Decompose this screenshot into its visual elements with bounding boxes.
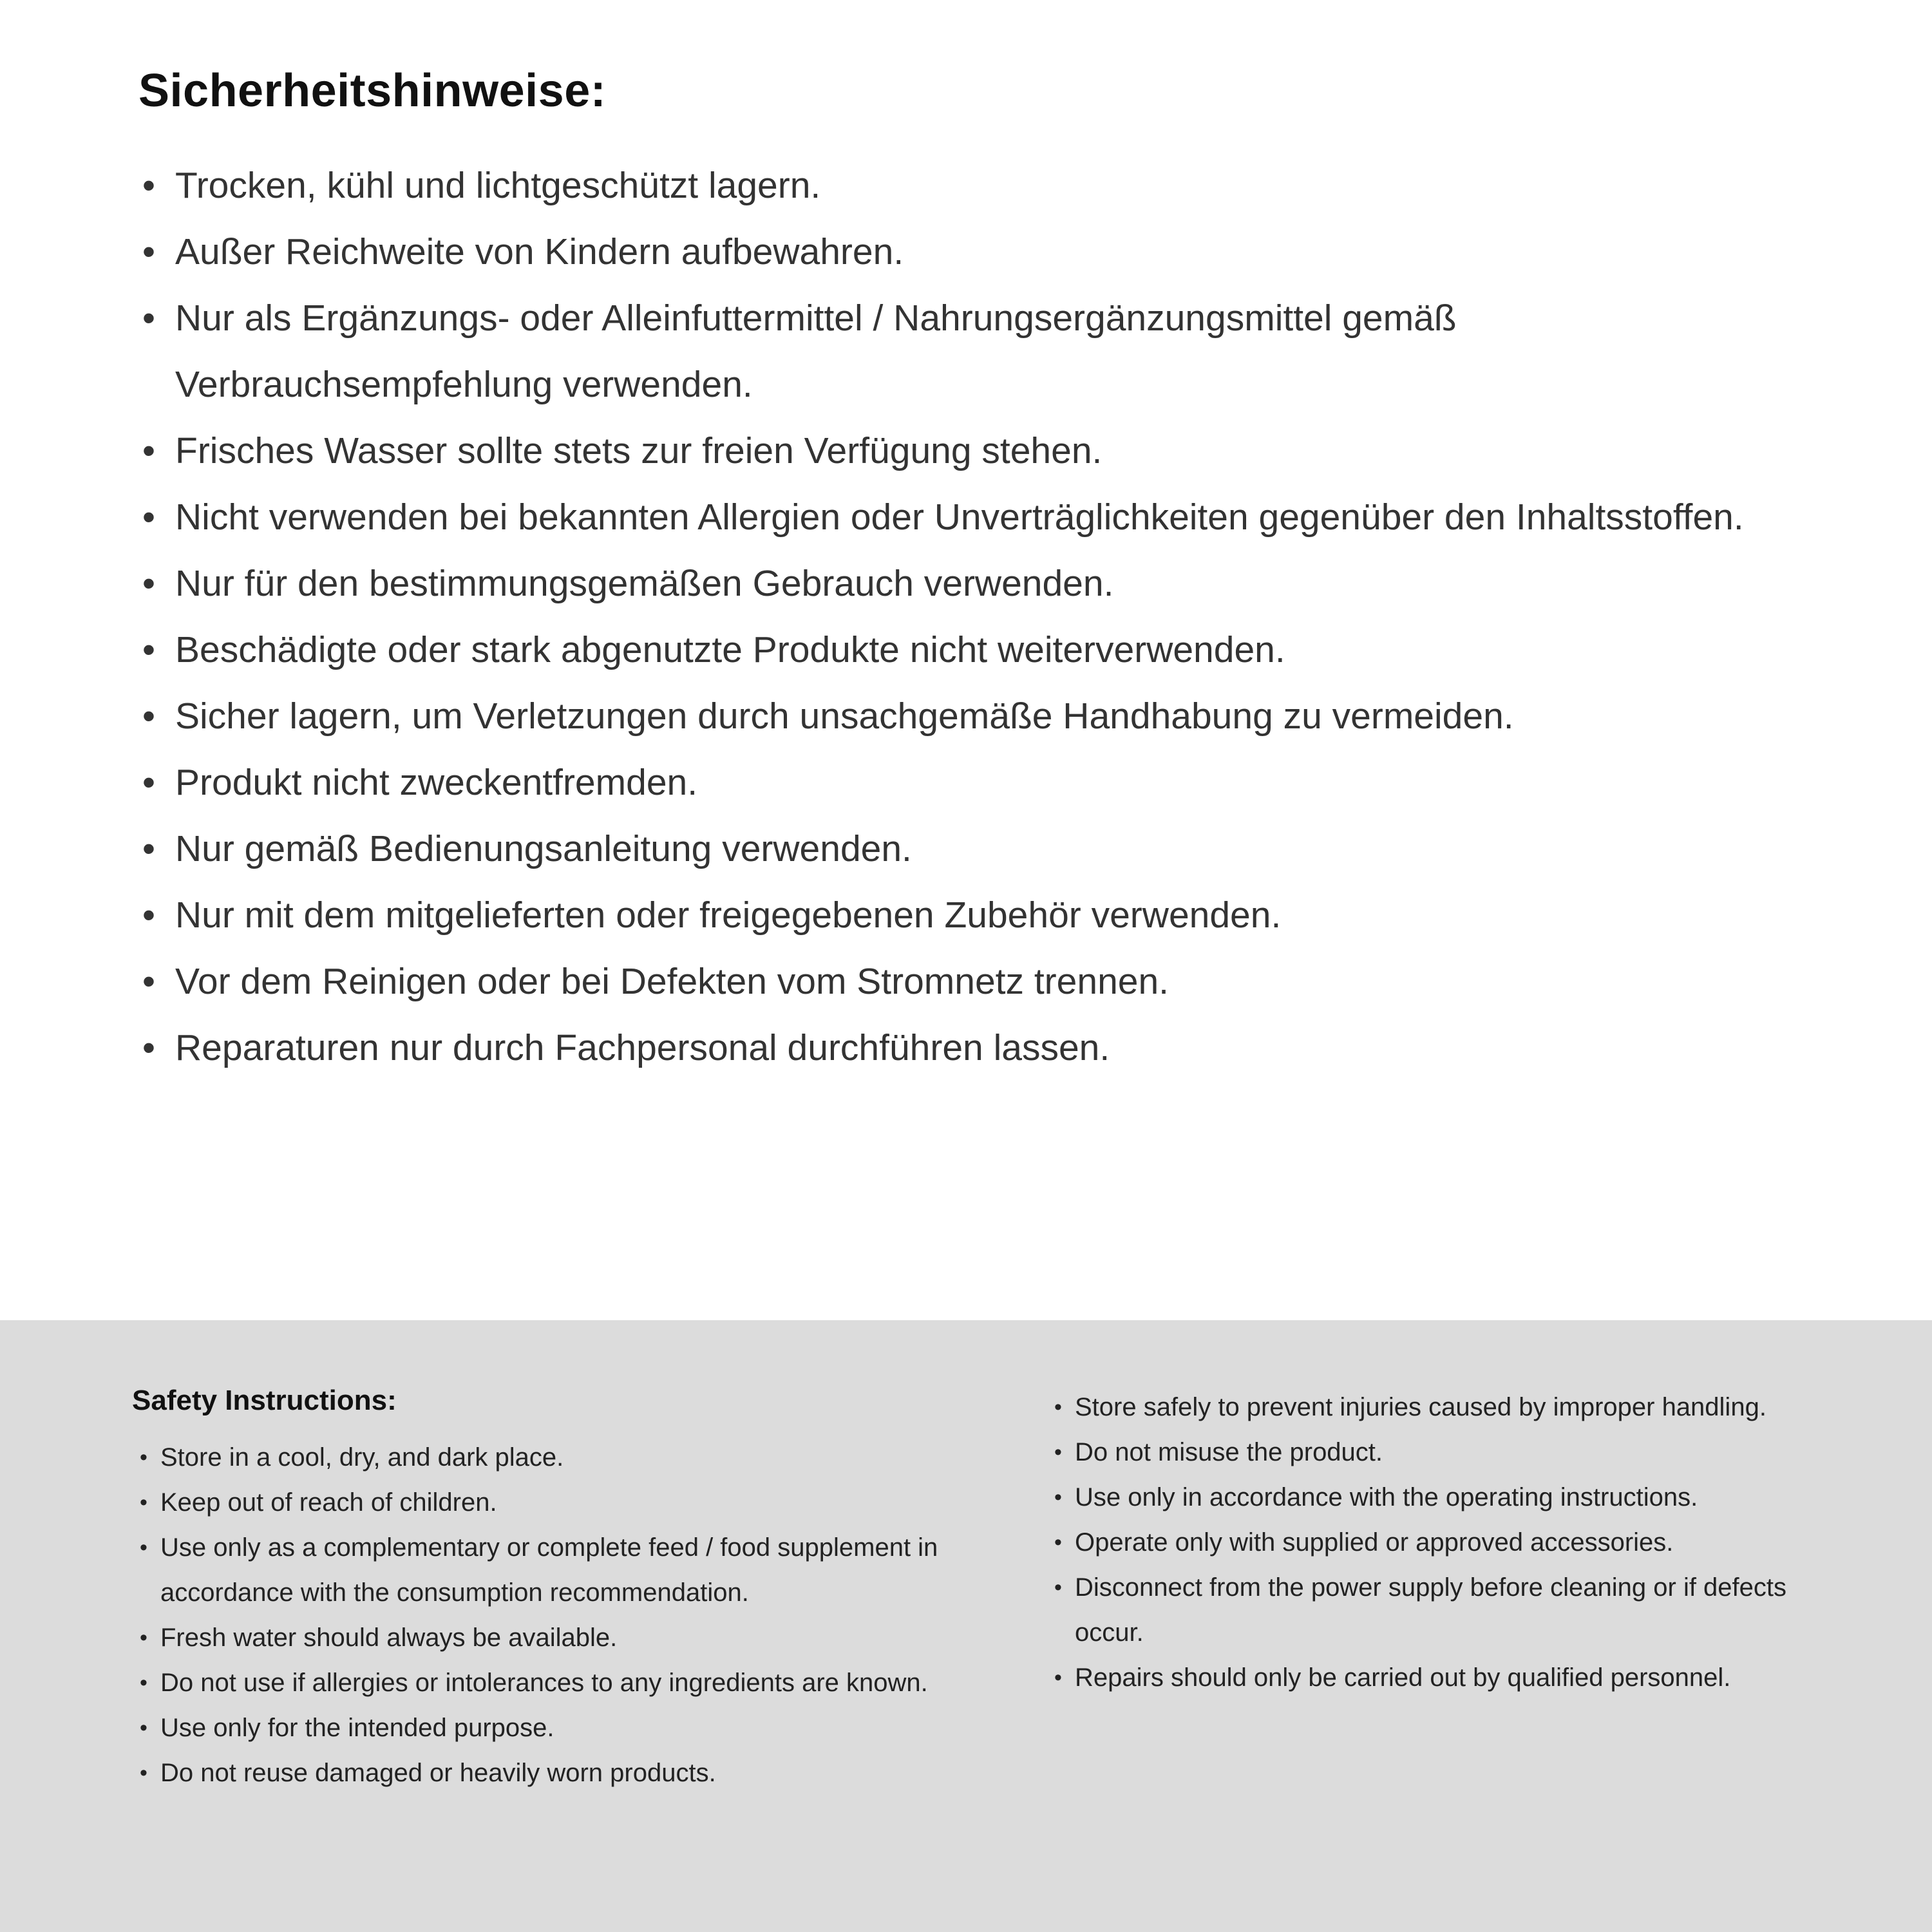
safety-item: • Repairs should only be carried out by qualified personnel. <box>1046 1655 1835 1700</box>
safety-item: • Außer Reichweite von Kindern aufbewahren. <box>138 219 1813 285</box>
english-safety-list-left <box>132 1435 1034 1795</box>
safety-item: • Do not reuse damaged or heavily worn products. <box>132 1750 1034 1795</box>
english-safety-list-right <box>1046 1385 1835 1700</box>
safety-item: • Nur mit dem mitgelieferten oder freigegebenen Zubehör verwenden. <box>138 882 1813 949</box>
safety-item: • Nur für den bestimmungsgemäßen Gebrauch verwenden. <box>138 551 1813 617</box>
safety-item: • Store in a cool, dry, and dark place. <box>132 1435 1034 1480</box>
safety-item: • Nicht verwenden bei bekannten Allergien oder Unverträglichkeiten gegenüber den Inhaltsstoffen. <box>138 484 1813 551</box>
safety-item: • Use only in accordance with the operating instructions. <box>1046 1475 1835 1520</box>
safety-item: • Use only as a complementary or complete feed / food supplement in accordance with the consumption recommendation. <box>132 1525 1034 1615</box>
safety-item: • Do not misuse the product. <box>1046 1430 1835 1475</box>
safety-item: • Produkt nicht zweckentfremden. <box>138 750 1813 816</box>
english-right-column <box>1046 1385 1835 1700</box>
safety-item: • Frisches Wasser sollte stets zur freien Verfügung stehen. <box>138 418 1813 484</box>
english-safety-section <box>0 1320 1932 1932</box>
english-left-column <box>132 1385 1034 1795</box>
german-section-title: Sicherheitshinweise: <box>138 65 607 117</box>
german-safety-list <box>138 153 1813 1081</box>
safety-item: • Nur als Ergänzungs- oder Alleinfuttermittel / Nahrungsergänzungsmittel gemäß Verbrauchsempfehlung verwenden. <box>138 285 1813 418</box>
safety-item: • Operate only with supplied or approved accessories. <box>1046 1520 1835 1565</box>
safety-item: • Nur gemäß Bedienungsanleitung verwenden. <box>138 816 1813 882</box>
safety-item: • Vor dem Reinigen oder bei Defekten vom Stromnetz trennen. <box>138 949 1813 1015</box>
safety-item: • Disconnect from the power supply before cleaning or if defects occur. <box>1046 1565 1835 1655</box>
safety-item: • Fresh water should always be available. <box>132 1615 1034 1660</box>
english-section-title: Safety Instructions: <box>132 1385 397 1416</box>
safety-item: • Do not use if allergies or intolerances to any ingredients are known. <box>132 1660 1034 1705</box>
safety-item: • Reparaturen nur durch Fachpersonal durchführen lassen. <box>138 1015 1813 1081</box>
safety-item: • Trocken, kühl und lichtgeschützt lagern. <box>138 153 1813 219</box>
safety-item: • Sicher lagern, um Verletzungen durch unsachgemäße Handhabung zu vermeiden. <box>138 683 1813 750</box>
safety-item: • Store safely to prevent injuries caused by improper handling. <box>1046 1385 1835 1430</box>
safety-item: • Keep out of reach of children. <box>132 1480 1034 1525</box>
safety-item: • Beschädigte oder stark abgenutzte Produkte nicht weiterverwenden. <box>138 617 1813 683</box>
safety-item: • Use only for the intended purpose. <box>132 1705 1034 1750</box>
